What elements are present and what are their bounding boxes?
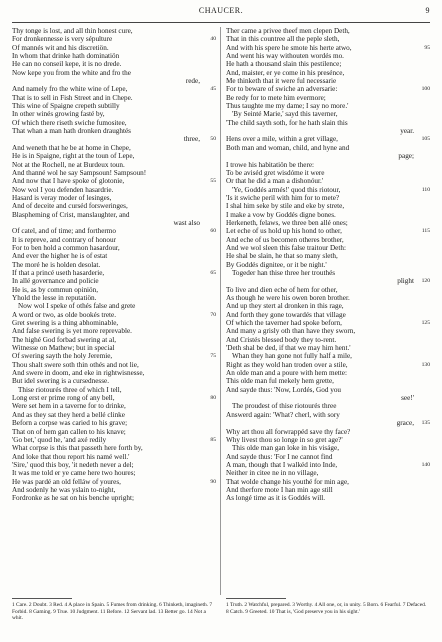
verse-line xyxy=(12,35,216,43)
verse-text: three, xyxy=(183,135,200,144)
verse-text: 'The child sayth soth, for he hath slain this xyxy=(226,118,348,127)
verse-line xyxy=(12,110,216,118)
verse-text: This olde man ful mekely hem grette, xyxy=(226,377,334,386)
verse-text: year. xyxy=(400,127,414,136)
verse-line xyxy=(226,144,430,152)
verse-text: This olde man gan loke in his viságe, xyxy=(232,444,339,453)
verse-line xyxy=(226,319,430,327)
verse-text: Of which the taverner had spoke beforn, xyxy=(226,319,342,328)
footnote-rule-left xyxy=(12,598,72,599)
line-number: 45 xyxy=(210,86,216,93)
verse-text: Blaspheming of Crist, manslaughter, and xyxy=(12,210,130,219)
verse-line xyxy=(12,169,216,177)
verse-text: Why livest thou so longe in so gret age?' xyxy=(226,435,343,444)
verse-text: Answerd again: 'What? cherl, with sory xyxy=(226,410,340,419)
verse-line xyxy=(226,27,430,35)
verse-line xyxy=(226,377,430,385)
verse-line xyxy=(226,52,430,60)
verse-text: And therfore mote I han min age still xyxy=(226,485,333,494)
verse-line xyxy=(226,202,430,210)
verse-text: And went his way withouten wordés mo. xyxy=(226,52,344,61)
verse-line xyxy=(12,69,216,77)
verse-line xyxy=(12,202,216,210)
verse-line xyxy=(226,436,430,444)
verse-text: Now kepe you from the white and fro the xyxy=(12,68,131,77)
verse-text: Thise riotourés three of which I tell, xyxy=(18,385,122,394)
verse-text: And forth they gone towardés that village xyxy=(226,310,346,319)
verse-text: To be aviséd gret wisdóme it were xyxy=(226,168,325,177)
verse-line xyxy=(226,269,430,277)
header-rule xyxy=(12,22,430,23)
verse-line xyxy=(12,244,216,252)
verse-text: That in this countree all the peple sleth, xyxy=(226,35,340,44)
verse-line xyxy=(226,161,430,169)
verse-line xyxy=(226,169,430,177)
verse-line xyxy=(12,127,216,135)
verse-line xyxy=(12,336,216,344)
verse-text: What corpse is this that passeth here forth by, xyxy=(12,444,143,453)
verse-line xyxy=(226,135,430,143)
verse-line xyxy=(12,294,216,302)
verse-line xyxy=(226,77,430,85)
verse-line xyxy=(12,461,216,469)
footnotes-left: 1 Care. 2 Doubt. 3 Red. 4 A place in Spain. 5 Fumes from drinking. 6 Thinketh, imagineth. 7 Forbid. 8 Gaming. 9 True. 10 Judgment. 11 Before. 12 Servant lad. 13 Better go. 14 Not a whit. xyxy=(12,602,213,622)
verse-text: Whan they han gone not fully half a mile, xyxy=(232,352,352,361)
verse-line xyxy=(12,319,216,327)
verse-line xyxy=(12,236,216,244)
verse-text: Beforn a corpse was caried to his grave; xyxy=(12,419,128,428)
verse-line xyxy=(226,369,430,377)
verse-line xyxy=(226,444,430,452)
verse-text: For to beware of swiche an adversarie: xyxy=(226,85,338,94)
verse-text: That on of hem gan callen to his knave; xyxy=(12,427,126,436)
verse-line xyxy=(226,461,430,469)
verse-text: wast also xyxy=(173,218,200,227)
verse-line xyxy=(12,386,216,394)
verse-line xyxy=(12,52,216,60)
verse-text: Long erst er prime rong of any bell, xyxy=(12,394,115,403)
verse-text: Be redy for to mete him evermore; xyxy=(226,93,326,102)
verse-line xyxy=(226,419,430,427)
verse-line xyxy=(12,227,216,235)
verse-line xyxy=(226,352,430,360)
line-number: 40 xyxy=(210,36,216,43)
line-number: 55 xyxy=(210,178,216,185)
verse-text: Both man and woman, child, and hyne and xyxy=(226,143,350,152)
verse-text: see!' xyxy=(401,394,414,403)
verse-text: And with his spere he smote his herte atwo, xyxy=(226,43,352,52)
verse-text: Right as they wold han troden over a stile, xyxy=(226,360,348,369)
verse-text: It is repreve, and contrary of honour xyxy=(12,235,116,244)
verse-text: In allé governance and policie xyxy=(12,277,99,286)
verse-line xyxy=(226,294,430,302)
verse-line xyxy=(12,77,216,85)
verse-text: Of mannés wit and his discretiön. xyxy=(12,43,109,52)
verse-line xyxy=(12,144,216,152)
verse-line xyxy=(12,428,216,436)
verse-line xyxy=(12,27,216,35)
verse-line xyxy=(226,69,430,77)
line-number: 120 xyxy=(421,278,430,285)
verse-line xyxy=(12,194,216,202)
verse-text: That whan a man hath dronken draughtés xyxy=(12,127,131,136)
line-number: 140 xyxy=(421,461,430,468)
verse-line xyxy=(12,277,216,285)
verse-text: He shal be slain, he that so many sleth, xyxy=(226,252,338,261)
footnotes-right: 1 Truth. 2 Watchful, prepared. 3 Worthy. 4 All one, or, in unity. 5 Born. 6 Fearful. 7 Defaced. 8 Catch. 9 Greeted. 10 That is, 'God preserve you in his sight.' xyxy=(226,602,427,615)
line-number: 50 xyxy=(210,136,216,143)
verse-text: Ther came a privee theef men clepen Deth, xyxy=(226,27,350,35)
verse-line xyxy=(226,102,430,110)
verse-line xyxy=(12,394,216,402)
verse-text: 'Deth shal be ded, if that we may him hent.' xyxy=(226,344,351,353)
line-number: 125 xyxy=(421,320,430,327)
verse-text: The proudest of thise riotourés three xyxy=(232,402,337,411)
verse-text: Herkeneth, felaws, we three ben allé ones; xyxy=(226,218,348,227)
verse-line xyxy=(226,327,430,335)
verse-line xyxy=(226,119,430,127)
verse-line xyxy=(226,94,430,102)
verse-line xyxy=(12,478,216,486)
verse-text: Hasard is veray moder of lesinges, xyxy=(12,193,112,202)
verse-line xyxy=(12,135,216,143)
verse-text: In whom that drinke hath dominatiön xyxy=(12,52,120,61)
verse-line xyxy=(226,453,430,461)
verse-line xyxy=(12,286,216,294)
line-number: 60 xyxy=(210,228,216,235)
verse-line xyxy=(226,236,430,244)
running-title: CHAUCER. xyxy=(198,6,244,15)
verse-text: I shal him seke by stile and eke by strete, xyxy=(226,202,345,211)
verse-text: Not at the Rochell, ne at Burdeux toun. xyxy=(12,160,125,169)
verse-text: Why art thou all forwrappéd save thy face? xyxy=(226,427,351,436)
verse-text: Yhold the lesse in reputatiön. xyxy=(12,294,97,302)
verse-line xyxy=(12,453,216,461)
verse-line xyxy=(12,486,216,494)
verse-text: rede, xyxy=(185,77,200,86)
verse-text: And weneth that he be at home in Chepe, xyxy=(12,143,131,152)
verse-line xyxy=(12,186,216,194)
verse-text: He is, as by commun opiniön, xyxy=(12,285,99,294)
verse-text: And sayde thus: 'For I ne cannot find xyxy=(226,452,333,461)
verse-text: And up they stert al dronken in this rage, xyxy=(226,302,344,311)
verse-text: And many a grisly oth than have they sworn, xyxy=(226,327,356,336)
verse-line xyxy=(12,352,216,360)
verse-line xyxy=(12,302,216,310)
line-number: 65 xyxy=(210,269,216,276)
running-header xyxy=(12,6,430,20)
verse-line xyxy=(12,436,216,444)
verse-line xyxy=(226,386,430,394)
verse-line xyxy=(12,211,216,219)
footnote-rule-right xyxy=(226,598,286,599)
verse-line xyxy=(12,261,216,269)
verse-text: And false swering is yet more reprevable. xyxy=(12,327,132,336)
verse-line xyxy=(226,261,430,269)
verse-text: For to ben hold a common hasardour, xyxy=(12,243,120,252)
verse-line xyxy=(226,252,430,260)
verse-text: An olde man and a poure with hem mette: xyxy=(226,369,347,378)
line-number: 90 xyxy=(210,478,216,485)
verse-text: Were set hem in a taverne for to drinke, xyxy=(12,402,126,411)
verse-line xyxy=(12,85,216,93)
right-column xyxy=(226,27,430,503)
verse-text: Fordronke as he sat on his benche upright; xyxy=(12,494,134,503)
verse-line xyxy=(12,161,216,169)
verse-text: And we wol sleen this false traitour Deth: xyxy=(226,243,346,252)
verse-line xyxy=(12,44,216,52)
verse-text: Of catel, and of time; and forthermo xyxy=(12,227,116,236)
left-column xyxy=(12,27,216,503)
page-number: 9 xyxy=(425,6,430,15)
verse-line xyxy=(12,344,216,352)
line-number: 135 xyxy=(421,420,430,427)
verse-text: And thanné wol he say Sampsoun! Sampsoun! xyxy=(12,168,147,177)
verse-line xyxy=(226,402,430,410)
verse-line xyxy=(226,35,430,43)
verse-text: As though he were his owen boren brother. xyxy=(226,294,350,302)
verse-line xyxy=(226,152,430,160)
verse-line xyxy=(12,252,216,260)
verse-line xyxy=(12,119,216,127)
verse-line xyxy=(12,102,216,110)
line-number: 115 xyxy=(421,228,430,235)
verse-line xyxy=(226,428,430,436)
verse-text: He hath a thousand slain this pestilence; xyxy=(226,60,342,69)
verse-line xyxy=(12,494,216,502)
verse-line xyxy=(12,269,216,277)
verse-line xyxy=(226,411,430,419)
verse-text: By Goddés dignitee, or it be night.' xyxy=(226,260,327,269)
verse-text: 'Is it swiche peril with him for to mete? xyxy=(226,193,340,202)
verse-text: And sayde thus: 'Now, Lordés, God you xyxy=(226,385,342,394)
verse-text: Or that he did a man a dishonóur.' xyxy=(226,177,324,186)
verse-text: Thus taughte me my dame; I say no more.' xyxy=(226,102,349,111)
verse-line xyxy=(226,194,430,202)
verse-line xyxy=(12,152,216,160)
verse-text: As longé time as it is Goddés will. xyxy=(226,494,326,503)
verse-line xyxy=(226,394,430,402)
verse-text: He was pardé an old felláw of youres, xyxy=(12,477,121,486)
verse-text: And swere in doom, and eke in rightwisnesse, xyxy=(12,369,145,378)
verse-text: Of swering sayth the holy Jeremie, xyxy=(12,352,113,361)
verse-line xyxy=(12,219,216,227)
verse-line xyxy=(12,402,216,410)
verse-text: The moré he is holden desolat. xyxy=(12,260,101,269)
verse-text: page; xyxy=(398,152,414,161)
verse-line xyxy=(226,44,430,52)
verse-text: This wine of Spaigne crepeth subtilly xyxy=(12,102,120,111)
verse-text: 'Sire,' quod this boy, 'it nedeth never a del; xyxy=(12,460,134,469)
verse-line xyxy=(12,311,216,319)
verse-line xyxy=(12,369,216,377)
verse-line xyxy=(12,377,216,385)
verse-text: That is to sell in Fish Street and in Chepe. xyxy=(12,93,133,102)
verse-line xyxy=(226,277,430,285)
verse-text: And Cristés blessed body they to-rent. xyxy=(226,335,337,344)
verse-text: And eche of us becomen otheres brother, xyxy=(226,235,344,244)
verse-text: Now wol I speke of othés false and grete xyxy=(18,302,136,311)
verse-text: If that a princé useth hasarderie, xyxy=(12,268,105,277)
verse-line xyxy=(226,311,430,319)
verse-line xyxy=(226,186,430,194)
column-divider xyxy=(220,27,221,595)
verse-text: That wolde change his youthé for min age, xyxy=(226,477,349,486)
verse-line xyxy=(226,361,430,369)
verse-text: I trowe his habitatiön be there: xyxy=(226,160,315,169)
verse-text: Hens over a mile, within a gret village, xyxy=(226,135,338,144)
verse-text: And now that I have spoke of glotonie, xyxy=(12,177,125,186)
verse-text: Neither in citee ne in no village, xyxy=(226,469,319,478)
verse-text: grace, xyxy=(396,419,414,428)
verse-text: A man, though that I walkéd into Inde, xyxy=(226,460,338,469)
verse-text: It was me told er ye came here two houres; xyxy=(12,469,136,478)
verse-line xyxy=(226,219,430,227)
verse-line xyxy=(226,469,430,477)
verse-text: A word or two, as olde bookés trete. xyxy=(12,310,116,319)
verse-text: And ever the higher he is of estat xyxy=(12,252,108,261)
verse-text: And loke that thou report his namé well.' xyxy=(12,452,130,461)
verse-line xyxy=(12,60,216,68)
verse-text: But idel swering is a cursednesse. xyxy=(12,377,110,386)
verse-line xyxy=(226,85,430,93)
verse-line xyxy=(12,419,216,427)
verse-text: And, maister, er ye come in his presénce, xyxy=(226,68,345,77)
verse-line xyxy=(12,469,216,477)
verse-line xyxy=(226,127,430,135)
verse-text: Now wol I you defenden hasardrie. xyxy=(12,185,114,194)
verse-text: plight xyxy=(397,277,414,286)
verse-line xyxy=(12,177,216,185)
verse-text: Witnesse on Mathew; but in special xyxy=(12,344,115,353)
verse-text: 'Ye, Goddés armés!' quod this riotour, xyxy=(232,185,341,194)
line-number: 100 xyxy=(421,86,430,93)
verse-text: In other winés growing fasté by, xyxy=(12,110,105,119)
verse-text: Me thinketh that it were ful necessarie xyxy=(226,77,337,86)
verse-line xyxy=(226,344,430,352)
verse-text: For dronkennesse is very sépulture xyxy=(12,35,113,44)
verse-line xyxy=(226,211,430,219)
verse-text: Of which there riseth swiche fumositee, xyxy=(12,118,127,127)
line-number: 110 xyxy=(421,186,430,193)
verse-text: And namely fro the white wine of Lepe, xyxy=(12,85,128,94)
line-number: 105 xyxy=(421,136,430,143)
verse-text: To live and dien eche of hem for other, xyxy=(226,285,338,294)
verse-text: Thou shalt swere soth thin othés and not lie, xyxy=(12,360,139,369)
verse-line xyxy=(226,227,430,235)
verse-line xyxy=(12,411,216,419)
verse-text: I make a vow by Goddés digne bones. xyxy=(226,210,336,219)
verse-line xyxy=(226,478,430,486)
line-number: 95 xyxy=(424,44,430,51)
line-number: 75 xyxy=(210,353,216,360)
verse-line xyxy=(226,302,430,310)
verse-text: Gret swering is a thing abhominable, xyxy=(12,319,119,328)
verse-line xyxy=(226,110,430,118)
verse-text: And sodenly he was yslain to-night, xyxy=(12,485,116,494)
verse-line xyxy=(226,286,430,294)
verse-text: And of deceite and curséd forsweringes, xyxy=(12,202,128,211)
verse-line xyxy=(226,486,430,494)
verse-text: The highé God forbad swering at al, xyxy=(12,335,116,344)
verse-text: He is in Spaigne, right at the toun of Lepe, xyxy=(12,152,135,161)
line-number: 130 xyxy=(421,361,430,368)
verse-text: And as they sat they herd a bellé clinke xyxy=(12,410,125,419)
verse-line xyxy=(12,94,216,102)
verse-text: He can no conseil kepe, it is no drede. xyxy=(12,60,122,69)
verse-line xyxy=(226,494,430,502)
verse-line xyxy=(12,444,216,452)
verse-text: 'By Seinté Marie,' sayd this taverner, xyxy=(232,110,338,119)
verse-line xyxy=(226,244,430,252)
line-number: 85 xyxy=(210,436,216,443)
verse-line xyxy=(12,361,216,369)
verse-text: Togeder han thise three her trouthés xyxy=(232,268,336,277)
line-number: 70 xyxy=(210,311,216,318)
verse-line xyxy=(226,336,430,344)
verse-text: Let eche of us hold up his hond to other, xyxy=(226,227,342,236)
verse-line xyxy=(226,60,430,68)
verse-text: Thy tonge is lost, and all thin honest cure, xyxy=(12,27,133,35)
verse-line xyxy=(12,327,216,335)
verse-line xyxy=(226,177,430,185)
line-number: 80 xyxy=(210,395,216,402)
verse-text: 'Go bet,' quod he, 'and axé redily xyxy=(12,435,107,444)
